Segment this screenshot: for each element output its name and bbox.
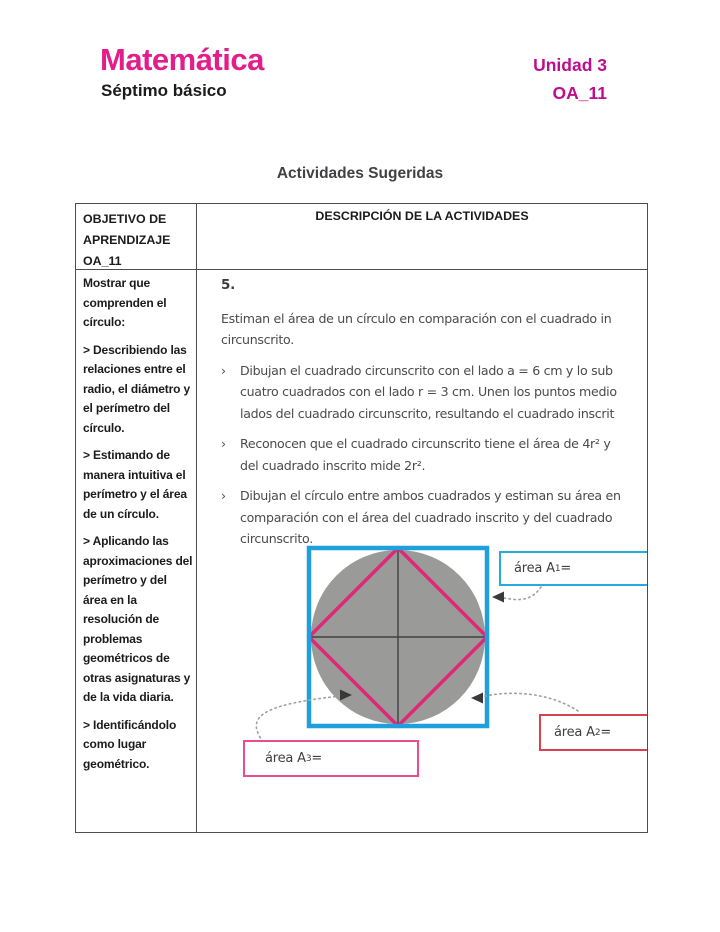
area-a2-label: área A xyxy=(554,724,595,740)
subject-title: Matemática xyxy=(100,42,264,77)
objective-item: > Aplicando las aproximaciones del perímetro y del área en la resolución de problemas geométricos de otras asignaturas y de la vida diaria. xyxy=(83,534,193,704)
bullet-text: Dibujan el cuadrado circunscrito con el lado a = 6 cm y lo sub cuatro cuadrados con el lado r = 3 cm. Unen los puntos medio lados del cuadrado circunscrito, resultando el cuadrado inscrit xyxy=(240,362,617,421)
bullet-marker-icon: › xyxy=(221,436,226,451)
unit-label: Unidad 3 xyxy=(533,55,607,75)
objective-item: > Estimando de manera intuitiva el perímetro y el área de un círculo. xyxy=(83,448,187,521)
bullet-marker-icon: › xyxy=(221,488,226,503)
objective-intro: Mostrar que comprenden el círculo: xyxy=(83,276,167,329)
objective-cell xyxy=(76,270,197,832)
pointer-curve-a1 xyxy=(500,587,541,600)
activity-bullet xyxy=(221,360,647,425)
activities-table xyxy=(75,203,648,833)
oa-code: OA_11 xyxy=(552,83,607,103)
objective-item: > Describiendo las relaciones entre el radio, el diámetro y el perímetro del círculo. xyxy=(83,342,191,435)
area-a2-box: área A 2 = xyxy=(539,714,647,751)
description-cell xyxy=(197,270,647,832)
bullet-text: Reconocen que el cuadrado circunscrito tiene el área de 4r² y del cuadrado inscrito mide 2r². xyxy=(240,436,611,473)
area-a3-label: área A xyxy=(265,750,306,766)
activity-number: 5. xyxy=(221,277,235,293)
activity-intro-line: Estiman el área de un círculo en comparación con el cuadrado in xyxy=(221,310,612,326)
area-a3-box: área A 3 = xyxy=(243,740,419,777)
pointer-curve-a2 xyxy=(481,693,578,711)
pointer-curve-a3 xyxy=(256,696,341,742)
objective-item: > Identificándolo como lugar geométrico. xyxy=(83,717,177,771)
area-a1-box: área A 1 = xyxy=(499,551,647,586)
grade-subtitle: Séptimo básico xyxy=(101,81,227,100)
objective-header-cell: OBJETIVO DE APRENDIZAJE OA_11 xyxy=(76,204,197,270)
geometry-figure xyxy=(197,535,647,805)
bullet-marker-icon: › xyxy=(221,362,226,378)
description-header-cell: DESCRIPCIÓN DE LA ACTIVIDADES xyxy=(197,204,647,270)
page-title: Actividades Sugeridas xyxy=(276,165,444,182)
arrowhead-a2-icon xyxy=(471,693,483,704)
activity-intro-line: circunscrito. xyxy=(221,332,294,347)
arrowhead-a1-icon xyxy=(492,592,504,603)
unit-block xyxy=(533,51,607,107)
bullet-text: Dibujan el círculo entre ambos cuadrados y estiman su área en comparación con el área del cuadrado inscrito y del cuadrado circunscrito. xyxy=(240,488,621,546)
area-a1-label: área A xyxy=(514,560,555,576)
activity-bullet xyxy=(221,433,647,476)
